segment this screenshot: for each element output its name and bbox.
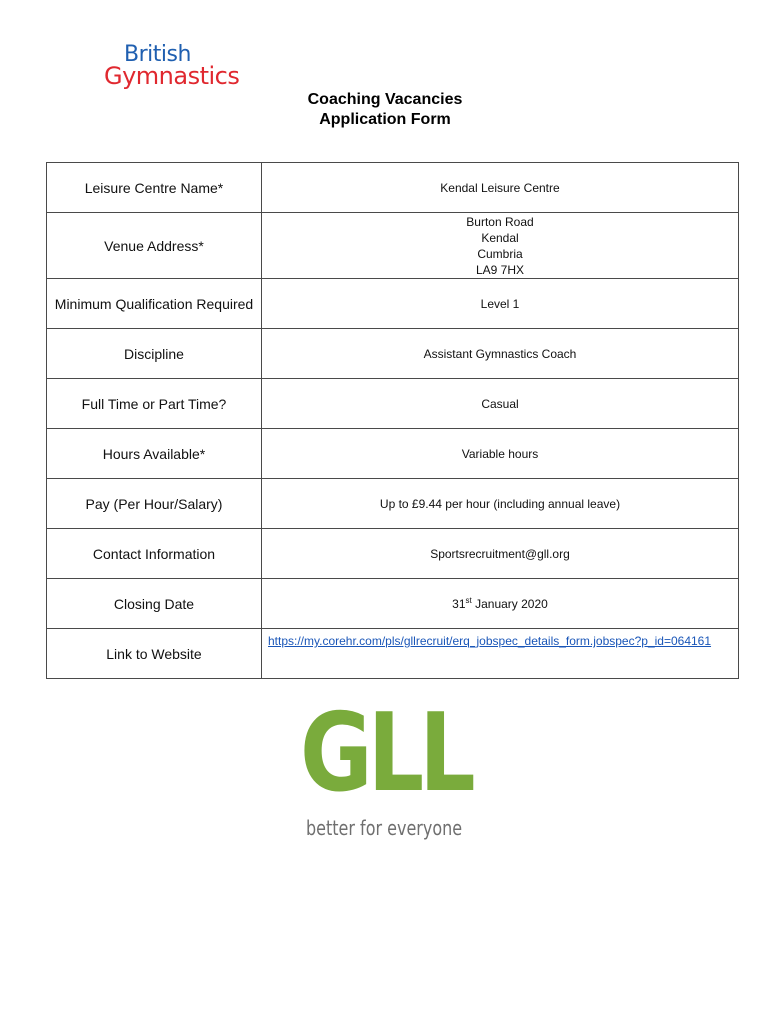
field-label: Link to Website: [47, 629, 262, 679]
field-value: Casual: [262, 379, 739, 429]
address-line: Burton Road: [466, 214, 534, 229]
page-title: [0, 90, 770, 130]
table-row: [47, 529, 739, 579]
website-link[interactable]: https://my.corehr.com/pls/gllrecruit/erq_jobspec_details_form.jobspec?p_id=064161: [268, 634, 712, 648]
table-row: [47, 629, 739, 679]
logo-text-british: British: [124, 42, 191, 67]
gll-logo: [300, 691, 475, 850]
vacancy-details-table: [46, 162, 739, 679]
field-label: Hours Available*: [47, 429, 262, 479]
date-rest: January 2020: [471, 596, 548, 611]
table-row: [47, 479, 739, 529]
table-row: [47, 213, 739, 279]
field-label: Pay (Per Hour/Salary): [47, 479, 262, 529]
field-value: Kendal Leisure Centre: [262, 163, 739, 213]
field-label: Venue Address*: [47, 213, 262, 279]
field-value-link: [262, 629, 739, 679]
table-row: [47, 329, 739, 379]
field-label: Closing Date: [47, 579, 262, 629]
logo-text-gymnastics: Gymnastics: [104, 62, 240, 90]
british-gymnastics-logo: [104, 44, 244, 94]
field-label: Discipline: [47, 329, 262, 379]
gll-tagline: better for everyone: [306, 816, 463, 840]
field-value: Sportsrecruitment@gll.org: [262, 529, 739, 579]
field-value-address: [262, 213, 739, 279]
title-line-1: Coaching Vacancies: [307, 91, 463, 108]
table-row: [47, 163, 739, 213]
table-row: [47, 379, 739, 429]
table-row: [47, 429, 739, 479]
field-value-date: [262, 579, 739, 629]
field-value: Variable hours: [262, 429, 739, 479]
field-value: Up to £9.44 per hour (including annual leave): [262, 479, 739, 529]
field-value: Level 1: [262, 279, 739, 329]
field-value: Assistant Gymnastics Coach: [262, 329, 739, 379]
field-label: Leisure Centre Name*: [47, 163, 262, 213]
field-label: Full Time or Part Time?: [47, 379, 262, 429]
date-suffix: st: [465, 595, 472, 605]
date-day: 31: [452, 596, 466, 611]
field-label: Contact Information: [47, 529, 262, 579]
gll-wordmark: GLL: [300, 691, 471, 816]
title-line-2: Application Form: [319, 111, 451, 128]
table-row: [47, 279, 739, 329]
address-line: LA9 7HX: [475, 262, 525, 277]
table-row: [47, 579, 739, 629]
field-label: Minimum Qualification Required: [47, 279, 262, 329]
address-line: Kendal: [481, 230, 519, 245]
address-line: Cumbria: [477, 246, 523, 261]
